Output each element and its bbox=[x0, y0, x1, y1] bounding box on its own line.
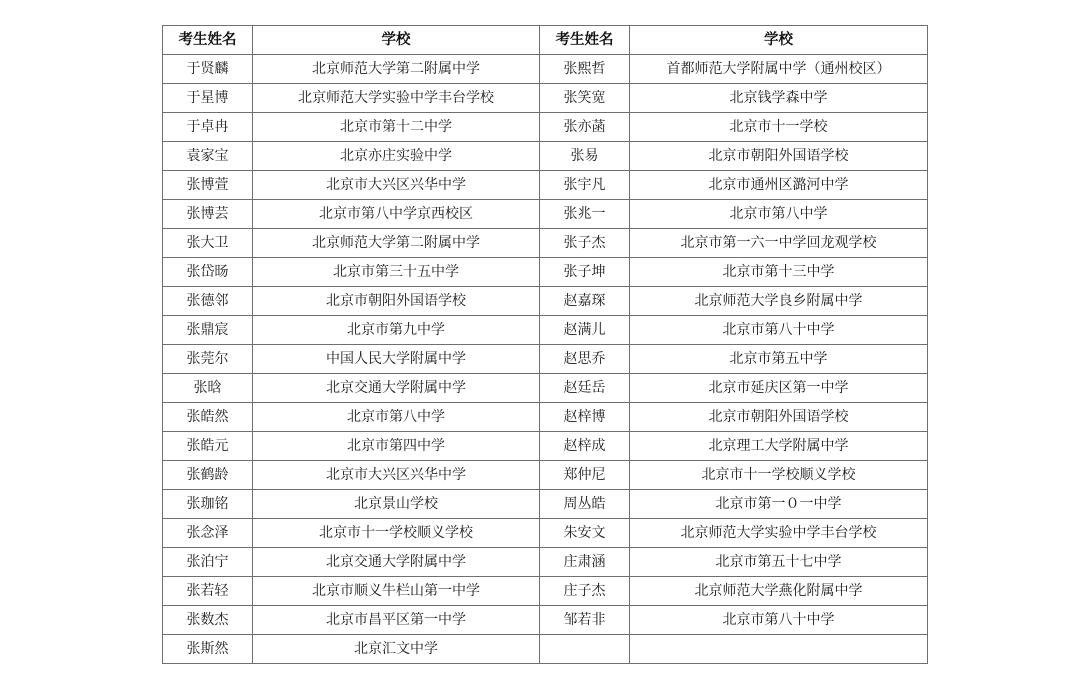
cell-student-name-left: 张珈铭 bbox=[163, 490, 253, 519]
cell-school-right: 北京理工大学附属中学 bbox=[630, 432, 928, 461]
cell-school-right: 北京师范大学良乡附属中学 bbox=[630, 287, 928, 316]
cell-student-name-right: 周丛皓 bbox=[540, 490, 630, 519]
cell-school-right: 北京市十一学校顺义学校 bbox=[630, 461, 928, 490]
cell-student-name-right: 张子杰 bbox=[540, 229, 630, 258]
table-row bbox=[163, 55, 928, 84]
cell-school-right: 北京市延庆区第一中学 bbox=[630, 374, 928, 403]
cell-student-name-right: 赵嘉琛 bbox=[540, 287, 630, 316]
table-row bbox=[163, 316, 928, 345]
cell-student-name-right: 邹若非 bbox=[540, 606, 630, 635]
cell-student-name-left: 张皓然 bbox=[163, 403, 253, 432]
cell-student-name-right: 赵梓博 bbox=[540, 403, 630, 432]
cell-school-left: 北京市第八中学京西校区 bbox=[253, 200, 540, 229]
cell-school-left: 北京市第九中学 bbox=[253, 316, 540, 345]
cell-school-left: 北京交通大学附属中学 bbox=[253, 374, 540, 403]
cell-student-name-left: 张数杰 bbox=[163, 606, 253, 635]
cell-student-name-left: 张皓元 bbox=[163, 432, 253, 461]
cell-student-name-left: 袁家宝 bbox=[163, 142, 253, 171]
table-row bbox=[163, 84, 928, 113]
table-row bbox=[163, 142, 928, 171]
cell-student-name-left: 张岱旸 bbox=[163, 258, 253, 287]
cell-school-left: 北京市第八中学 bbox=[253, 403, 540, 432]
cell-student-name-right: 赵思乔 bbox=[540, 345, 630, 374]
table-row bbox=[163, 171, 928, 200]
table-row bbox=[163, 577, 928, 606]
cell-school-right: 北京师范大学实验中学丰台学校 bbox=[630, 519, 928, 548]
cell-school-left: 北京汇文中学 bbox=[253, 635, 540, 664]
cell-school-left: 北京市昌平区第一中学 bbox=[253, 606, 540, 635]
table-row bbox=[163, 287, 928, 316]
cell-school-right: 北京市十一学校 bbox=[630, 113, 928, 142]
cell-school-right: 北京市第一六一中学回龙观学校 bbox=[630, 229, 928, 258]
cell-school-left: 北京市朝阳外国语学校 bbox=[253, 287, 540, 316]
cell-school-left: 北京市十一学校顺义学校 bbox=[253, 519, 540, 548]
cell-student-name-right: 张亦菡 bbox=[540, 113, 630, 142]
cell-school-left: 北京市第十二中学 bbox=[253, 113, 540, 142]
cell-school-left: 北京师范大学第二附属中学 bbox=[253, 229, 540, 258]
header-school-left: 学校 bbox=[253, 26, 540, 55]
cell-school-left: 北京市大兴区兴华中学 bbox=[253, 171, 540, 200]
cell-school-left: 北京师范大学实验中学丰台学校 bbox=[253, 84, 540, 113]
cell-student-name-right: 张宇凡 bbox=[540, 171, 630, 200]
cell-student-name-left: 于卓冉 bbox=[163, 113, 253, 142]
table-row bbox=[163, 403, 928, 432]
cell-school-right: 北京钱学森中学 bbox=[630, 84, 928, 113]
header-row bbox=[163, 26, 928, 55]
cell-student-name-left: 张鹤龄 bbox=[163, 461, 253, 490]
cell-student-name-right: 张熙哲 bbox=[540, 55, 630, 84]
header-school-right: 学校 bbox=[630, 26, 928, 55]
table-row bbox=[163, 635, 928, 664]
cell-student-name-right: 庄子杰 bbox=[540, 577, 630, 606]
cell-student-name-right: 庄肃涵 bbox=[540, 548, 630, 577]
table-row bbox=[163, 258, 928, 287]
student-school-table bbox=[162, 25, 928, 664]
cell-school-right: 北京市第十三中学 bbox=[630, 258, 928, 287]
cell-student-name-left: 张斯然 bbox=[163, 635, 253, 664]
cell-student-name-right: 赵廷岳 bbox=[540, 374, 630, 403]
cell-student-name-left: 张泊宁 bbox=[163, 548, 253, 577]
cell-school-right: 北京师范大学燕化附属中学 bbox=[630, 577, 928, 606]
cell-school-right bbox=[630, 635, 928, 664]
cell-student-name-left: 张莞尔 bbox=[163, 345, 253, 374]
cell-school-left: 北京市顺义牛栏山第一中学 bbox=[253, 577, 540, 606]
cell-student-name-left: 张德邻 bbox=[163, 287, 253, 316]
cell-school-left: 北京市大兴区兴华中学 bbox=[253, 461, 540, 490]
table-row bbox=[163, 345, 928, 374]
table-row bbox=[163, 606, 928, 635]
cell-student-name-right: 赵梓成 bbox=[540, 432, 630, 461]
cell-school-left: 北京市第四中学 bbox=[253, 432, 540, 461]
cell-school-left: 北京市第三十五中学 bbox=[253, 258, 540, 287]
cell-student-name-right: 张兆一 bbox=[540, 200, 630, 229]
cell-school-right: 北京市第五中学 bbox=[630, 345, 928, 374]
cell-school-left: 中国人民大学附属中学 bbox=[253, 345, 540, 374]
table-row bbox=[163, 490, 928, 519]
table-row bbox=[163, 200, 928, 229]
cell-student-name-left: 于星博 bbox=[163, 84, 253, 113]
cell-student-name-right: 张子坤 bbox=[540, 258, 630, 287]
cell-school-right: 北京市第五十七中学 bbox=[630, 548, 928, 577]
table-row bbox=[163, 432, 928, 461]
cell-student-name-right: 张易 bbox=[540, 142, 630, 171]
cell-student-name-left: 张博芸 bbox=[163, 200, 253, 229]
cell-school-left: 北京亦庄实验中学 bbox=[253, 142, 540, 171]
cell-student-name-right: 朱安文 bbox=[540, 519, 630, 548]
table-row bbox=[163, 113, 928, 142]
cell-student-name-left: 于贤麟 bbox=[163, 55, 253, 84]
cell-school-right: 首都师范大学附属中学（通州校区） bbox=[630, 55, 928, 84]
header-student-name-right: 考生姓名 bbox=[540, 26, 630, 55]
cell-school-left: 北京交通大学附属中学 bbox=[253, 548, 540, 577]
cell-student-name-right: 赵满儿 bbox=[540, 316, 630, 345]
cell-school-right: 北京市第八中学 bbox=[630, 200, 928, 229]
cell-student-name-right bbox=[540, 635, 630, 664]
cell-school-right: 北京市第八十中学 bbox=[630, 316, 928, 345]
cell-student-name-left: 张念泽 bbox=[163, 519, 253, 548]
cell-school-right: 北京市第八十中学 bbox=[630, 606, 928, 635]
cell-student-name-left: 张晗 bbox=[163, 374, 253, 403]
cell-school-right: 北京市第一０一中学 bbox=[630, 490, 928, 519]
table-row bbox=[163, 374, 928, 403]
cell-student-name-right: 张笑宽 bbox=[540, 84, 630, 113]
cell-student-name-left: 张鼎宸 bbox=[163, 316, 253, 345]
cell-student-name-left: 张大卫 bbox=[163, 229, 253, 258]
cell-student-name-left: 张若轻 bbox=[163, 577, 253, 606]
table-row bbox=[163, 519, 928, 548]
header-student-name-left: 考生姓名 bbox=[163, 26, 253, 55]
table-header bbox=[163, 26, 928, 55]
cell-school-left: 北京师范大学第二附属中学 bbox=[253, 55, 540, 84]
cell-student-name-left: 张博萱 bbox=[163, 171, 253, 200]
table-row bbox=[163, 461, 928, 490]
cell-student-name-right: 郑仲尼 bbox=[540, 461, 630, 490]
cell-school-right: 北京市朝阳外国语学校 bbox=[630, 403, 928, 432]
cell-school-right: 北京市朝阳外国语学校 bbox=[630, 142, 928, 171]
table-row bbox=[163, 229, 928, 258]
table-body bbox=[163, 55, 928, 664]
table-row bbox=[163, 548, 928, 577]
cell-school-right: 北京市通州区潞河中学 bbox=[630, 171, 928, 200]
cell-school-left: 北京景山学校 bbox=[253, 490, 540, 519]
